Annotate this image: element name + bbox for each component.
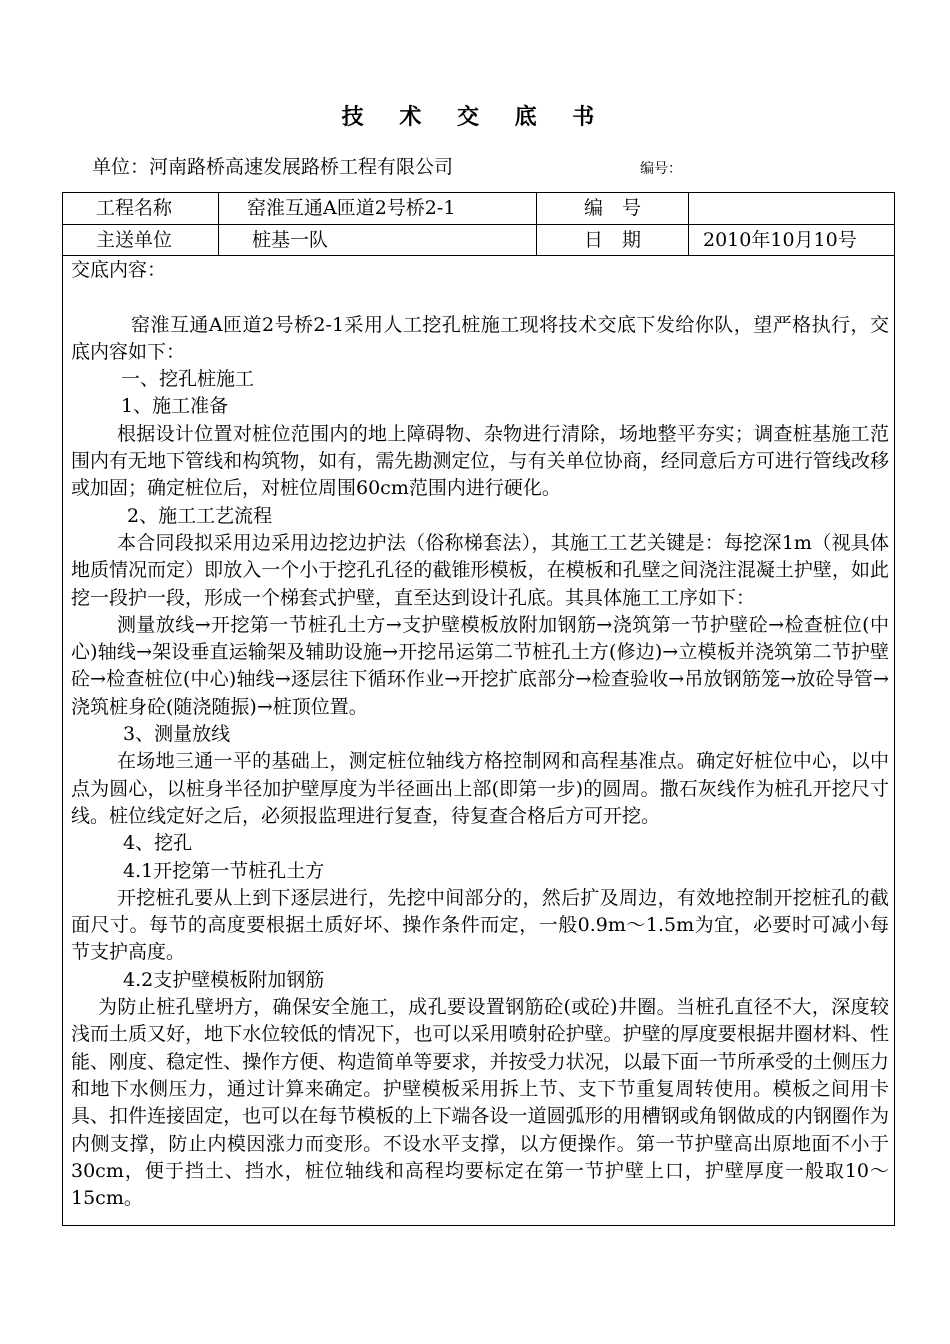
document-title: 技 术 交 底 书 <box>341 104 609 130</box>
send-unit-label: 主送单位 <box>96 229 173 251</box>
section-heading: 一、挖孔桩施工 <box>121 368 255 391</box>
paragraph: 测量放线→开挖第一节桩孔土方→支护壁模板放附加钢筋→浇筑第一节护壁砼→检查桩位(中心)轴线→架设垂直运输架及辅助设施→开挖吊运第二节桩孔土方(修边)→立模板并浇筑第二节护壁砼→检查桩位(中心)轴线→逐层往下循环作业→开挖扩底部分→检查验收→吊放钢筋笼→放砼导管→浇筑桩身砼(随浇随振)→桩顶位置。 <box>71 613 889 718</box>
project-name-value: 窑淮互通A匝道2号桥2-1 <box>247 197 456 219</box>
date-label: 日 期 <box>584 229 642 251</box>
subsection-heading: 4.1开挖第一节桩孔土方 <box>123 859 325 882</box>
paragraph: 根据设计位置对桩位范围内的地上障碍物、杂物进行清除，场地整平夯实；调查桩基施工范围内有无地下管线和构筑物，如有，需先勘测定位，与有关单位协商，经同意后方可进行管线改移或加固；确定桩位后，对桩位周围60cm范围内进行硬化。 <box>71 422 889 500</box>
subsection-heading: 1、施工准备 <box>121 395 229 418</box>
col-divider <box>218 193 219 255</box>
number-label: 编 号 <box>584 197 642 219</box>
disclosure-content <box>71 257 889 1212</box>
subsection-heading: 3、测量放线 <box>123 723 231 746</box>
subsection-heading: 2、施工工艺流程 <box>127 504 273 527</box>
send-unit-value: 桩基一队 <box>252 229 329 251</box>
project-name-label: 工程名称 <box>96 197 173 219</box>
intro-paragraph: 窑淮互通A匝道2号桥2-1采用人工挖孔桩施工现将技术交底下发给你队，望严格执行，交底内容如下： <box>71 313 889 363</box>
unit-line: 单位：河南路桥高速发展路桥工程有限公司 <box>92 156 454 178</box>
subsection-heading: 4、挖孔 <box>123 832 193 855</box>
spacer <box>71 284 889 311</box>
col-divider <box>688 193 689 255</box>
date-value: 2010年10月10号 <box>703 229 857 251</box>
paragraph: 本合同段拟采用边采用边挖边护法（俗称梯套法），其施工工艺关键是：每挖深1m（视具体地质情况而定）即放入一个小于挖孔孔径的截锥形模板，在模板和孔壁之间浇注混凝土护壁，如此挖一段护一段，形成一个梯套式护壁，直至达到设计孔底。其具体施工工序如下： <box>71 531 889 609</box>
subsection-heading: 4.2支护壁模板附加钢筋 <box>123 968 325 991</box>
code-label: 编号： <box>640 161 682 177</box>
paragraph: 开挖桩孔要从上到下逐层进行，先挖中间部分的，然后扩及周边，有效地控制开挖桩孔的截面尺寸。每节的高度要根据土质好坏、操作条件而定，一般0.9m～1.5m为宜，必要时可减小每节支护高度。 <box>71 886 889 964</box>
disclosure-table <box>62 192 895 1226</box>
content-heading: 交底内容： <box>71 259 167 281</box>
paragraph: 在场地三通一平的基础上，测定桩位轴线方格控制网和高程基准点。确定好桩位中心，以中点为圆心，以桩身半径加护壁厚度为半径画出上部(即第一步)的圆周。撒石灰线作为桩孔开挖尺寸线。桩位线定好之后，必须报监理进行复查，待复查合格后方可开挖。 <box>71 750 889 827</box>
paragraph: 为防止桩孔壁坍方，确保安全施工，成孔要设置钢筋砼(或砼)井圈。当桩孔直径不大，深度较浅而土质又好，地下水位较低的情况下，也可以采用喷射砼护壁。护壁的厚度要根据井圈材料、性能、刚度、稳定性、操作方便、构造简单等要求，并按受力状况，以最下面一节所承受的土侧压力和地下水侧压力，通过计算来确定。护壁模板采用拆上节、支下节重复周转使用。模板之间用卡具、扣件连接固定，也可以在每节模板的上下端各设一道圆弧形的用槽钢或角钢做成的内钢圈作为内侧支撑，防止内模因涨力而变形。不设水平支撑，以方便操作。第一节护壁高出原地面不小于30cm，便于挡土、挡水，桩位轴线和高程均要标定在第一节护壁上口，护壁厚度一般取10～15cm。 <box>71 996 889 1210</box>
col-divider <box>536 193 537 255</box>
